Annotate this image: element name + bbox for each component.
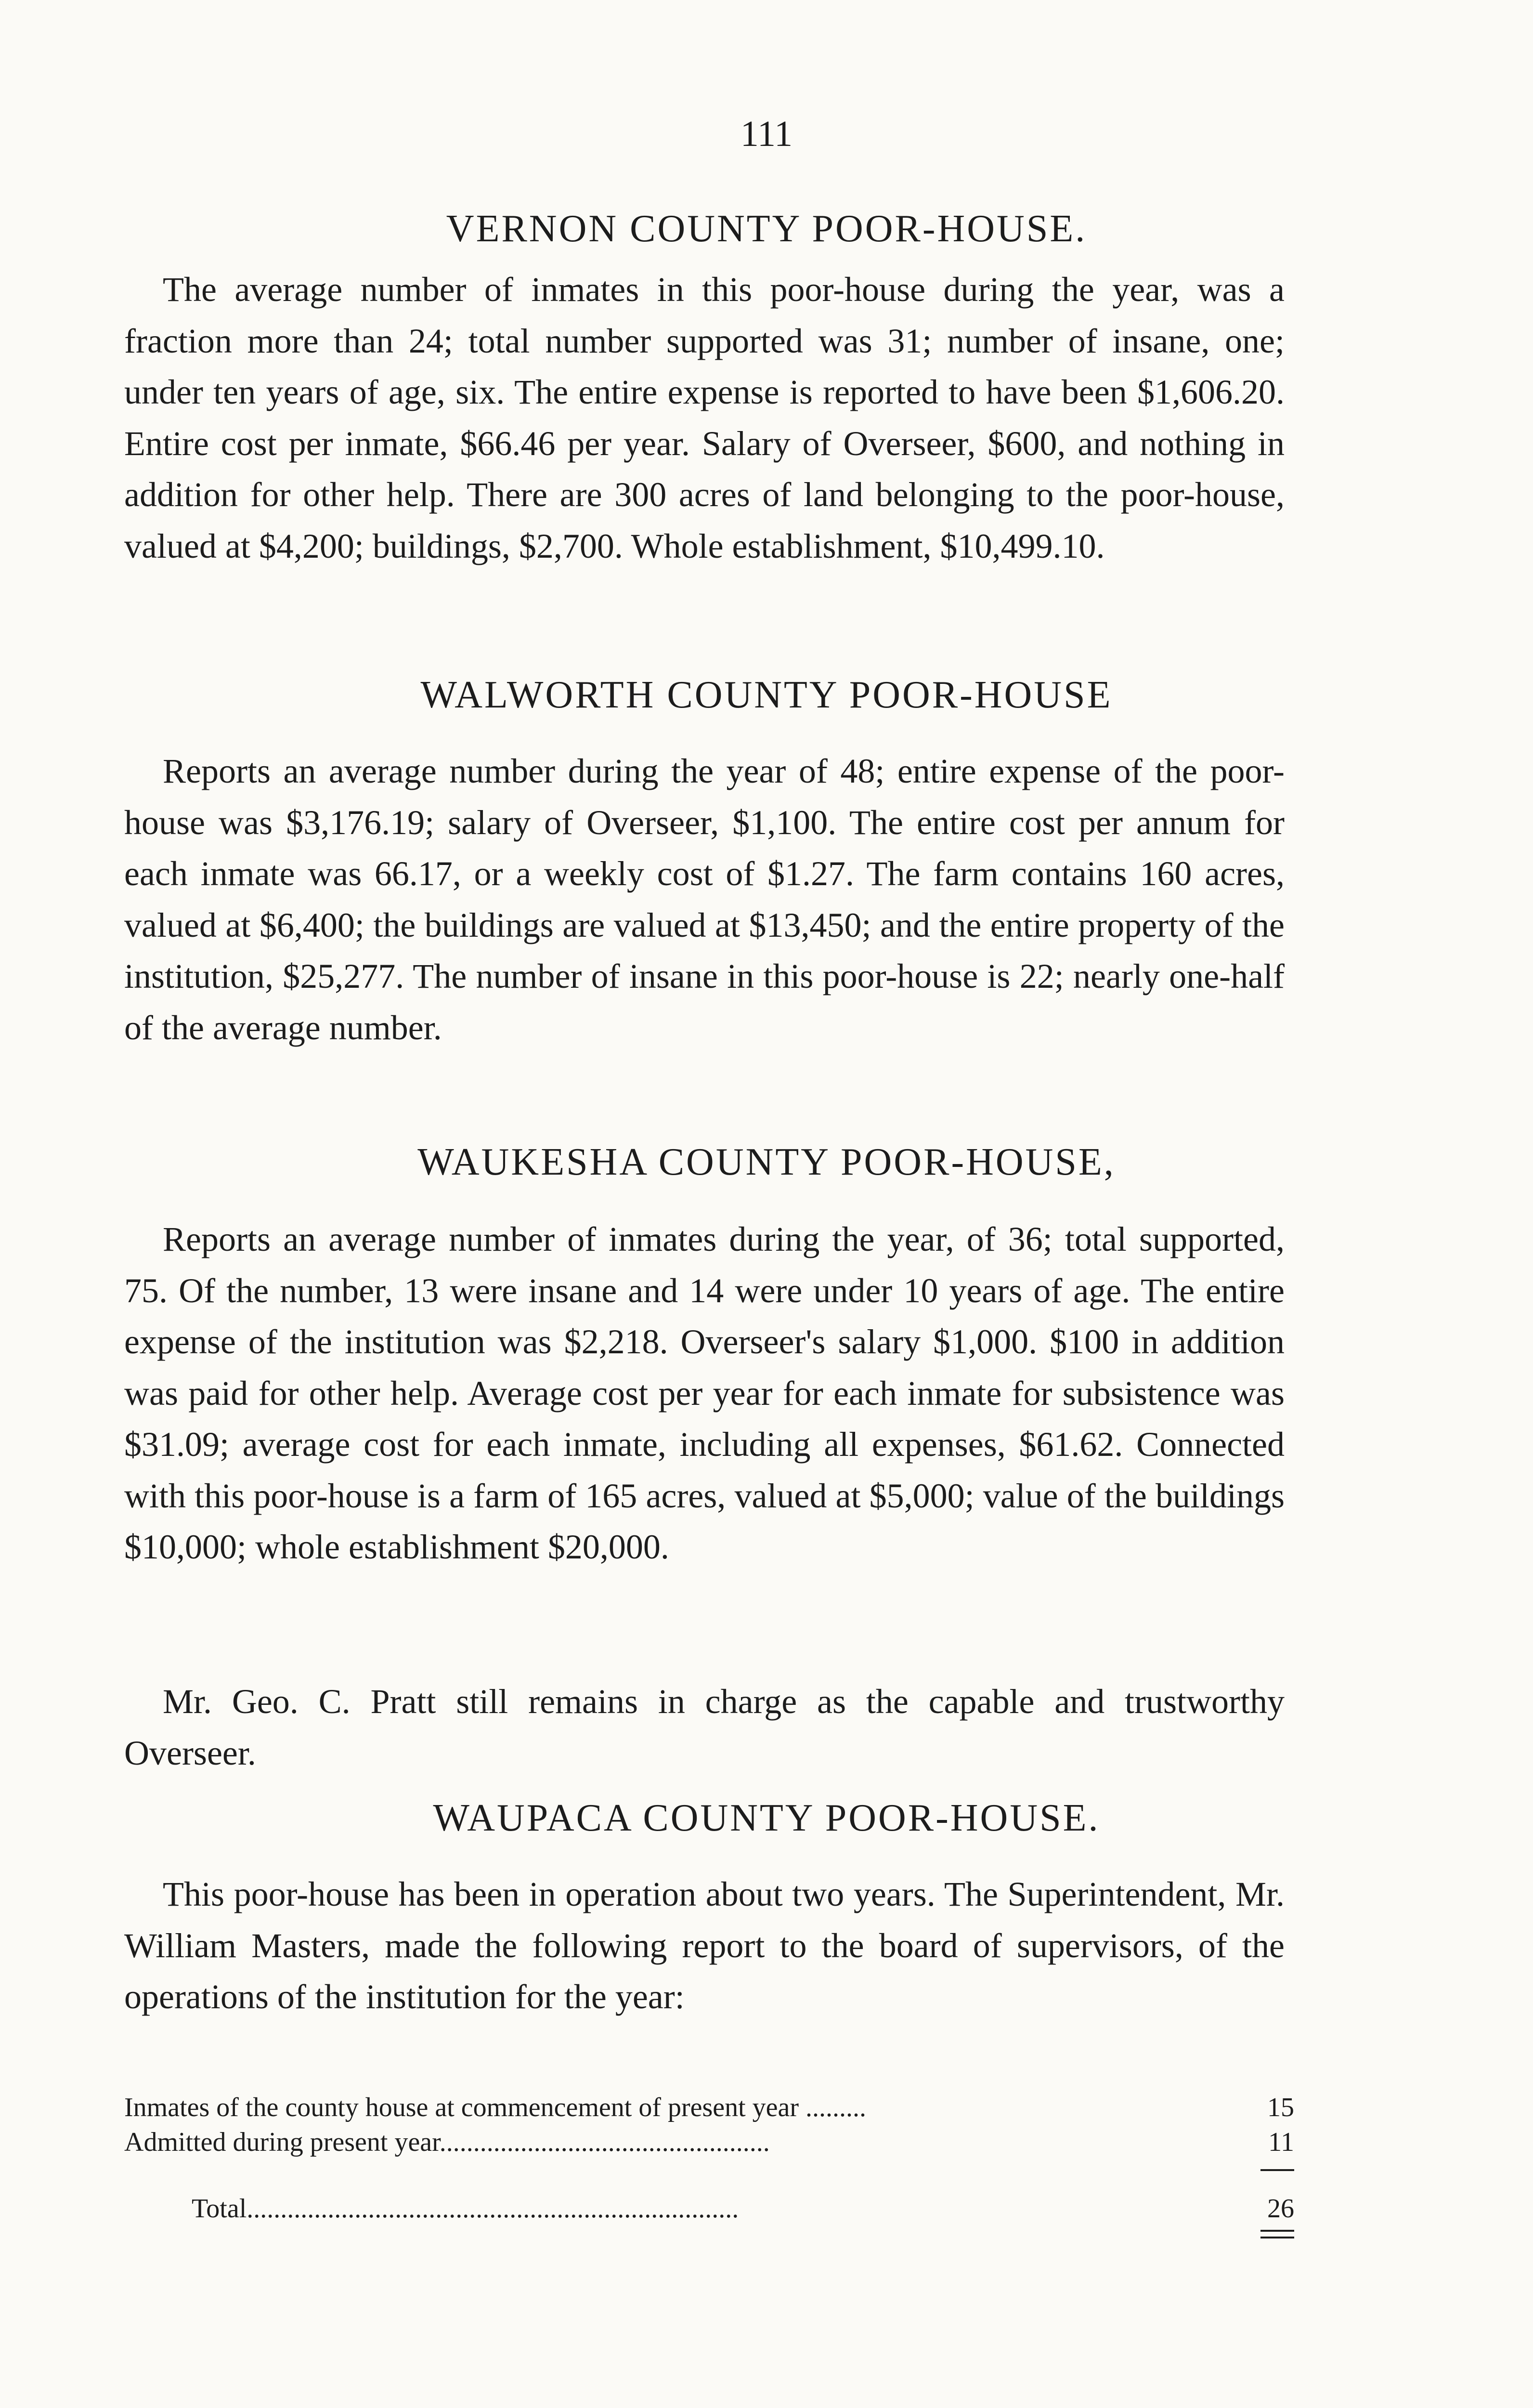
paragraph-waukesha-overseer: Mr. Geo. C. Pratt still remains in charge as the capable and trustworthy Overseer. [124,1682,1285,1772]
total-value: 26 [1267,2194,1294,2224]
table-row [124,2090,1294,2125]
section-heading-waukesha: WAUKESHA COUNTY POOR-HOUSE, [417,1141,1116,1183]
row-value: 15 [1267,2093,1294,2122]
sum-rule [1260,2169,1294,2171]
paragraph-waupaca: This poor-house has been in operation about two years. The Superintendent, Mr. William Masters, made the following report to the board of supervisors, of the operations of the institution for the year: [124,1875,1285,2016]
paragraph-waukesha: Reports an average number of inmates during the year, of 36; total supported, 75. Of the number, 13 were insane and 14 were under 10 years of age. The entire expense of the institution was $2,218. Overseer's salary $1,000. $100 in addition was paid for other help. Average cost per year for each inmate for subsistence was $31.09; average cost for each inmate, including all expenses, $61.62. Connected with this poor-house is a farm of 165 acres, valued at $5,000; value of the buildings $10,000; whole establishment $20,000. [124,1220,1285,1566]
total-label: Total......................................................................... [192,2194,739,2224]
section-heading-vernon: VERNON COUNTY POOR-HOUSE. [446,208,1087,250]
section-heading-waupaca: WAUPACA COUNTY POOR-HOUSE. [433,1797,1100,1839]
table-row [124,2125,1294,2159]
total-double-rule [1260,2237,1294,2238]
paragraph-walworth: Reports an average number during the year of 48; entire expense of the poor-house was $3,176.19; salary of Overseer, $1,100. The entire cost per annum for each inmate was 66.17, or a weekly cost of $1.27. The farm contains 160 acres, valued at $6,400; the buildings are valued at $13,450; and the entire property of the institution, $25,277. The number of insane in this poor-house is 22; nearly one-half of the average number. [124,752,1285,1047]
total-double-rule [1260,2230,1294,2232]
page-number: 111 [740,114,793,154]
row-label: Inmates of the county house at commencement of present year ......... [124,2093,867,2122]
row-label: Admitted during present year................................................. [124,2127,770,2157]
paragraph-vernon: The average number of inmates in this poor-house during the year, was a fraction more than 24; total number supported was 31; number of insane, one; under ten years of age, six. The entire expense is reported to have been $1,606.20. Entire cost per inmate, $66.46 per year. Salary of Overseer, $600, and nothing in addition for other help. There are 300 acres of land belonging to the poor-house, valued at $4,200; buildings, $2,700. Whole establishment, $10,499.10. [124,270,1285,565]
row-value: 11 [1268,2127,1294,2157]
section-heading-walworth: WALWORTH COUNTY POOR-HOUSE [420,674,1113,716]
total-row [124,2191,1294,2226]
